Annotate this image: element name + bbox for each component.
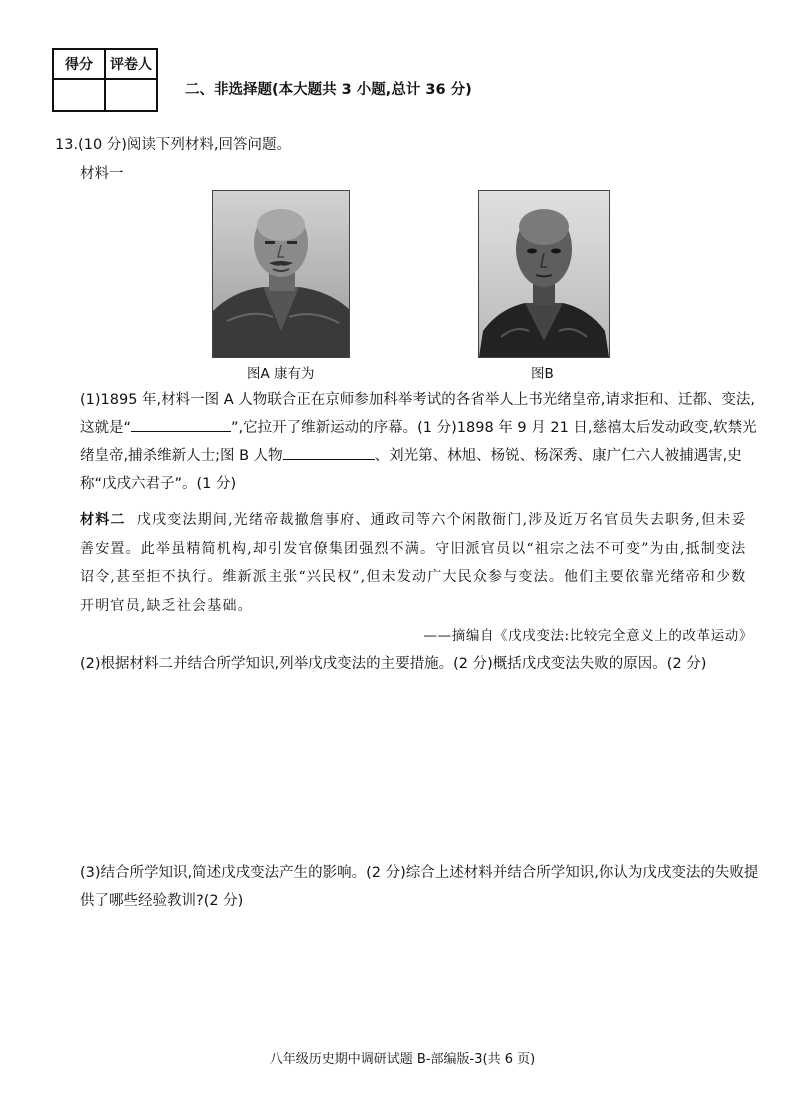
grader-cell[interactable]	[105, 79, 157, 111]
q1-text-part2: ”,它拉开了维新运动的序幕。(1 分)1898 年 9 月 21 日,慈禧太后发动政变,软禁光绪皇帝,捕杀维新人士;图 B 人物	[80, 420, 757, 464]
question-3: (3)结合所学知识,简述戊戌变法产生的影响。(2 分)综合上述材料并结合所学知识,你认为戊戌变法的失败提供了哪些经验教训?(2 分)	[80, 865, 759, 909]
portrait-photo-a	[212, 190, 350, 358]
section-title: 二、非选择题(本大题共 3 小题,总计 36 分)	[185, 82, 472, 98]
material2	[80, 506, 760, 620]
grader-label: 评卷人	[105, 49, 157, 79]
material2-source: ——摘编自《戊戌变法:比较完全意义上的改革运动》	[423, 628, 753, 644]
question-heading: 13.(10 分)阅读下列材料,回答问题。	[55, 137, 292, 153]
material1-label: 材料一	[80, 166, 124, 182]
score-table	[52, 48, 158, 112]
question-1	[80, 386, 760, 498]
caption-b: 图B	[531, 366, 554, 382]
page-footer: 八年级历史期中调研试题 B-部编版-3(共 6 页)	[269, 1052, 536, 1067]
material2-text: 戊戌变法期间,光绪帝裁撤詹事府、通政司等六个闲散衙门,涉及近万名官员失去职务,但未妥善安置。此举虽精简机构,却引发官僚集团强烈不满。守旧派官员以“祖宗之法不可变”为由,抵制变法诏令,甚至拒不执行。维新派主张“兴民权”,但未发动广大民众参与变法。他们主要依靠光绪帝和少数开明官员,缺乏社会基础。	[80, 512, 747, 614]
caption-a: 图A 康有为	[247, 366, 315, 382]
score-cell[interactable]	[53, 79, 105, 111]
question-2: (2)根据材料二并结合所学知识,列举戊戌变法的主要措施。(2 分)概括戊戌变法失败的原因。(2 分)	[80, 656, 707, 672]
answer-blank-2[interactable]	[283, 443, 375, 460]
material2-label: 材料二	[80, 512, 126, 528]
portrait-photo-b	[478, 190, 610, 358]
answer-blank-1[interactable]	[131, 415, 231, 432]
score-label: 得分	[53, 49, 105, 79]
q1-text-part1: (1)1895 年,材料一图 A 人物联合正在京师参加科举考试的各省举人上书光绪皇帝,请求拒和、迁都、变法,这就是“	[80, 392, 756, 436]
q1-text-part3: 、刘光第、林旭、杨锐、杨深秀、康广仁六人被捕遇害,史称“戊戌六君子”。(1 分)	[80, 448, 742, 492]
